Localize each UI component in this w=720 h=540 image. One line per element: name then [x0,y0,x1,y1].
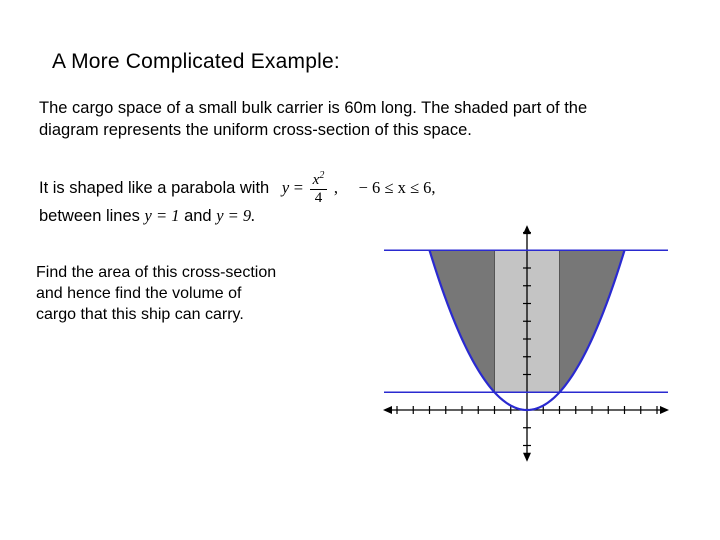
upper-line-label: y = 9. [216,206,256,225]
task-line-2: and hence find the volume of [36,285,242,302]
slide-title: A More Complicated Example: [52,50,340,73]
task-line-1: Find the area of this cross-section [36,264,277,281]
equation-equals: = [293,177,304,197]
domain-inequality: − 6 ≤ x ≤ 6, [358,177,436,197]
shape-text: It is shaped like a parabola with [39,178,270,197]
and-text: and [184,207,212,225]
equation-y: y [281,177,290,197]
between-text: between lines [39,207,140,225]
lower-line-label: y = 1 [144,206,180,225]
shaded-right-region [560,250,625,392]
equation-comma: , [333,177,339,197]
y-axis-arrow-down [523,453,531,462]
intro-line-1: The cargo space of a small bulk carrier is 60m long. The shaded part of the [39,99,588,117]
x-axis-arrow-left [383,406,392,414]
task-line-3: cargo that this ship can carry. [36,306,244,323]
fraction-denominator: 4 [314,190,323,206]
x-axis-arrow-right [660,406,669,414]
intro-line-2: diagram represents the uniform cross-section of this space. [39,121,472,139]
fraction-numerator: $x^2$ [310,170,328,190]
shaded-left-region [430,250,495,392]
